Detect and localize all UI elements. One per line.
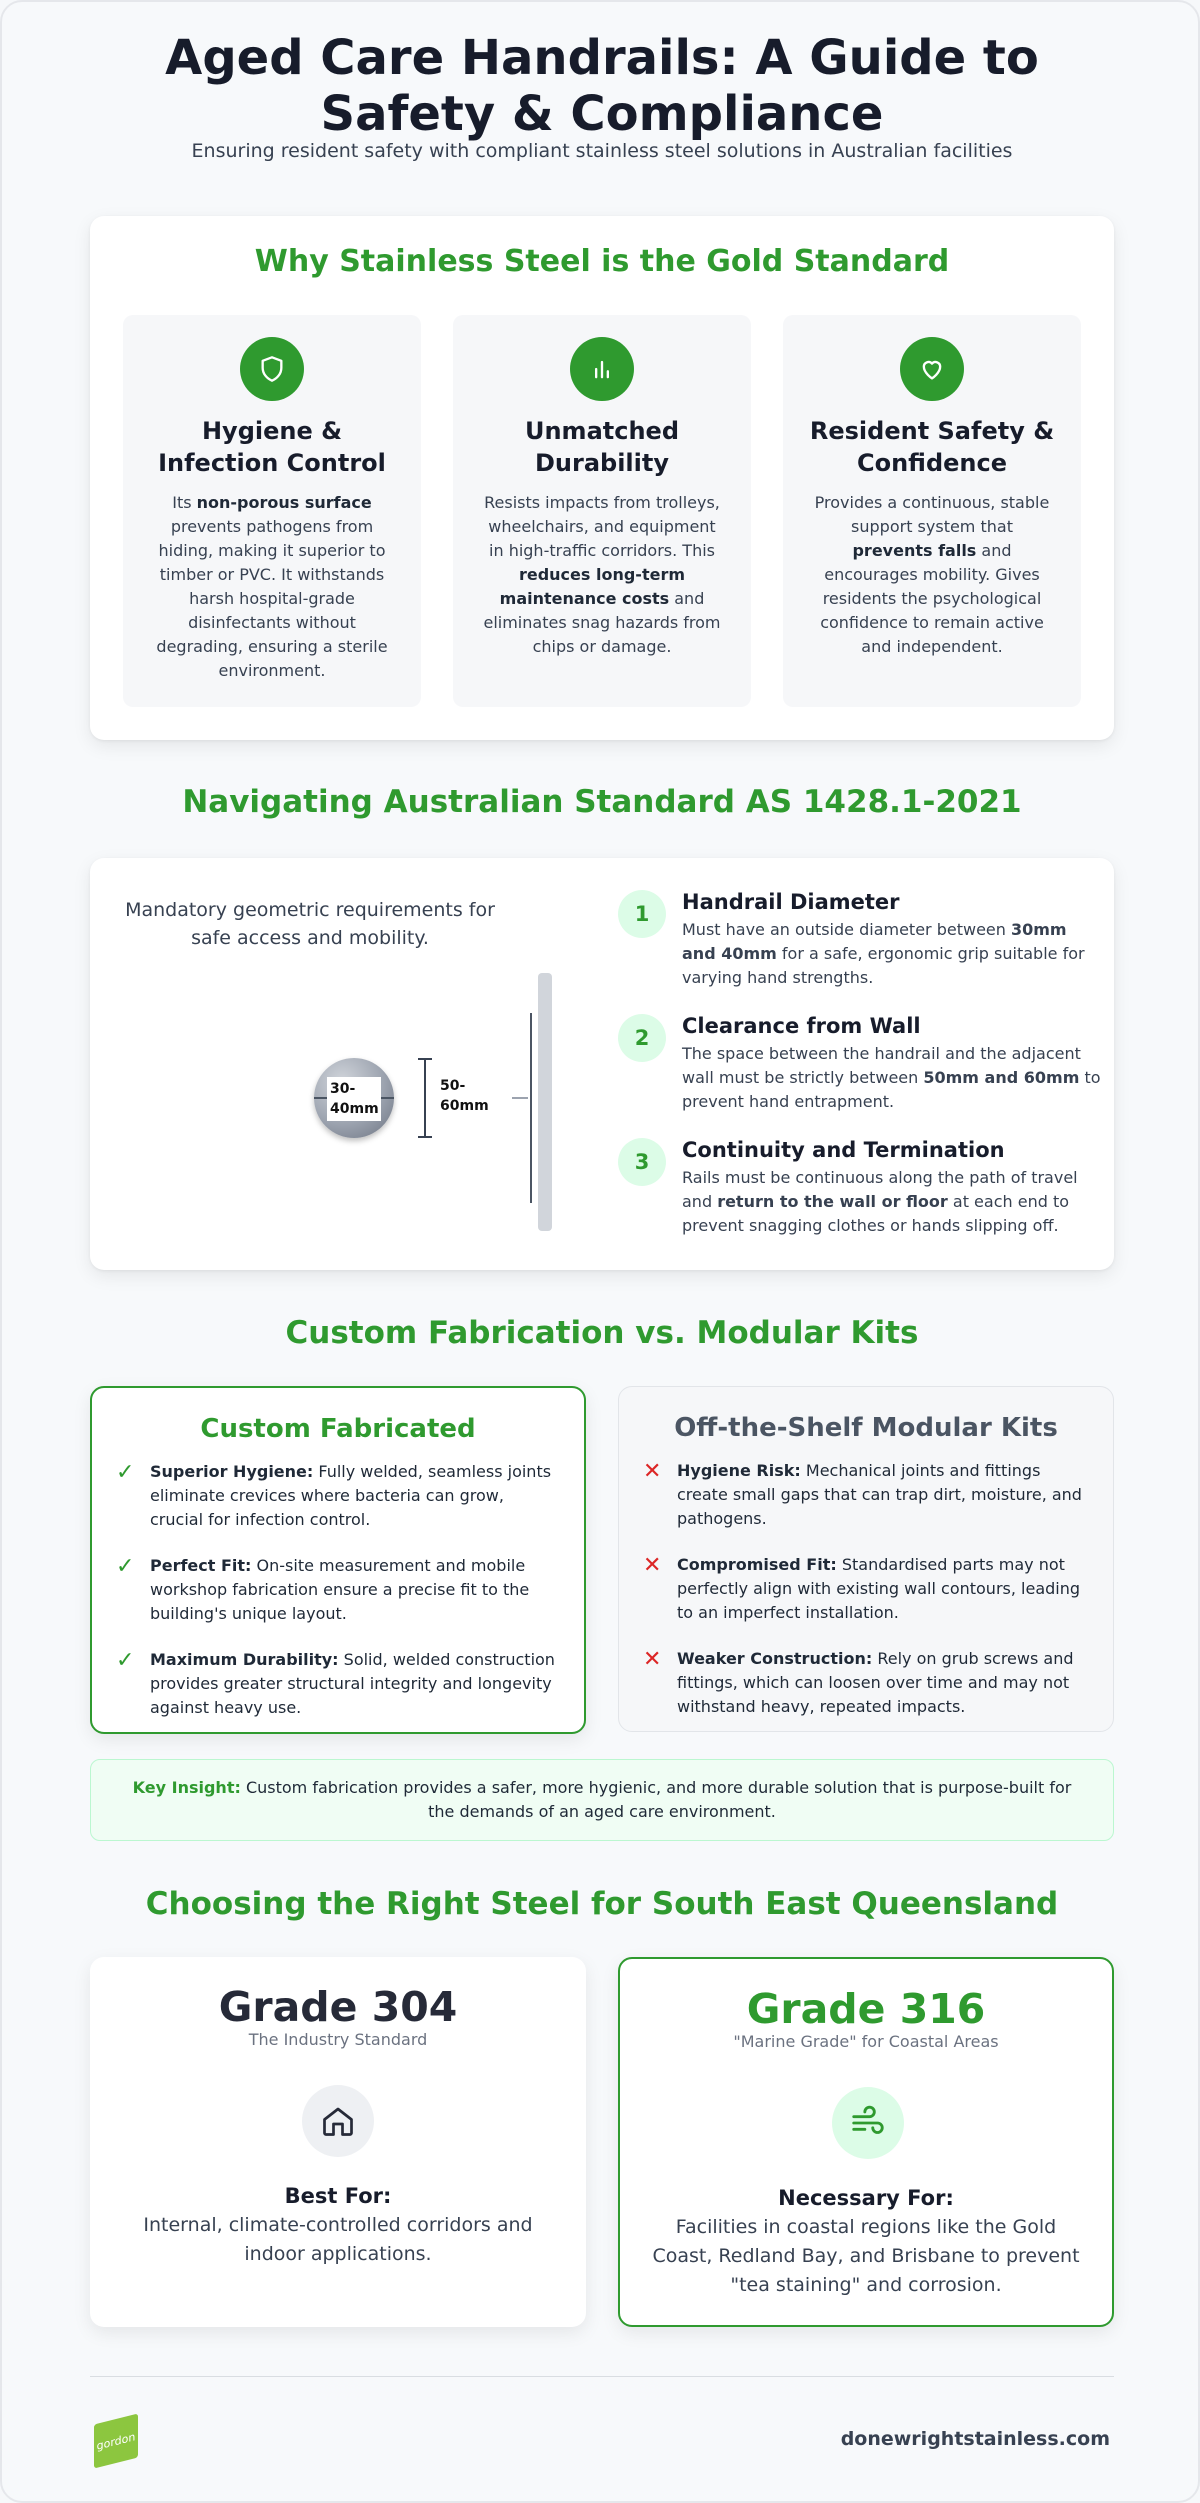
- requirement-text: [682, 918, 1102, 990]
- requirement-text: [682, 1042, 1102, 1114]
- clearance-tick-bottom: [418, 1136, 432, 1138]
- shield-icon: [240, 337, 304, 401]
- text-run: The space between the handrail and the adjacent wall must be strictly between: [682, 1044, 1081, 1087]
- text-run: and eliminates snag hazards from chips or damage.: [483, 589, 721, 656]
- standard-card: [90, 858, 1114, 1270]
- point-text: Standardised parts may not perfectly align with existing wall contours, leading to an imperfect installation.: [677, 1555, 1081, 1622]
- modular-point: [643, 1647, 1089, 1719]
- page-title-line-2: Safety & Compliance: [320, 86, 884, 142]
- text-run: and encourages mobility. Gives residents the psychological confidence to remain active and independent.: [820, 541, 1044, 656]
- cross-icon: ✕: [643, 1553, 662, 1578]
- check-icon: ✓: [116, 1460, 135, 1485]
- bar-chart-icon: [570, 337, 634, 401]
- feature-title-line: Unmatched: [524, 417, 680, 445]
- custom-fabricated-card: [90, 1386, 586, 1734]
- text-run: Rails must be continuous along the path of travel and: [682, 1168, 1078, 1211]
- requirement-number-badge: 3: [618, 1138, 666, 1186]
- feature-resident-safety: [783, 315, 1081, 707]
- text-run: Must have an outside diameter between: [682, 920, 1011, 939]
- text-run: Custom fabrication provides a safer, more hygienic, and more durable solution that is purpose-built for the demands of an aged care environment.: [240, 1778, 1072, 1821]
- home-icon: [302, 2085, 374, 2157]
- key-insight-text: [131, 1776, 1073, 1824]
- grade-usage-label: Necessary For:: [778, 2186, 954, 2210]
- custom-point: [116, 1554, 560, 1626]
- page-title: [2, 30, 1200, 142]
- grade-usage-text: Internal, climate-controlled corridors and indoor applications.: [143, 2214, 533, 2265]
- point-label: Weaker Construction:: [677, 1649, 873, 1668]
- text-bold: reduces long-term maintenance costs: [499, 565, 686, 608]
- requirement-title: Handrail Diameter: [682, 890, 900, 914]
- modular-kits-card: [618, 1386, 1114, 1732]
- diameter-label-line: 40mm: [330, 1101, 379, 1117]
- why-stainless-card: [90, 216, 1114, 740]
- steel-section-title: Choosing the Right Steel for South East Queensland: [145, 1886, 1059, 1922]
- company-logo[interactable]: [94, 2414, 138, 2469]
- grade-316-card: [618, 1957, 1114, 2327]
- text-bold: non-porous surface: [196, 493, 372, 512]
- point-text: On-site measurement and mobile workshop fabrication ensure a precise fit to the building's unique layout.: [150, 1556, 530, 1623]
- point-label: Hygiene Risk:: [677, 1461, 801, 1480]
- text-bold: 50mm and 60mm: [923, 1068, 1080, 1087]
- point-label: Compromised Fit:: [677, 1555, 837, 1574]
- wall-line: [530, 1013, 532, 1203]
- text-run: Its: [172, 493, 197, 512]
- feature-hygiene: [123, 315, 421, 707]
- feature-title: [793, 415, 1071, 479]
- requirement-title: Clearance from Wall: [682, 1014, 921, 1038]
- feature-title-line: Infection Control: [158, 449, 386, 477]
- clearance-label: [440, 1076, 489, 1116]
- text-run: to prevent hand entrapment.: [682, 1068, 1101, 1111]
- text-run: at each end to prevent snagging clothes or hands slipping off.: [682, 1192, 1070, 1235]
- feature-title-line: Confidence: [856, 449, 1008, 477]
- feature-description: [811, 491, 1053, 659]
- feature-title-line: Durability: [534, 449, 669, 477]
- custom-point: [116, 1648, 560, 1720]
- why-section-title: Why Stainless Steel is the Gold Standard: [254, 244, 950, 279]
- standard-section-title: Navigating Australian Standard AS 1428.1-2021: [182, 784, 1022, 820]
- check-icon: ✓: [116, 1648, 135, 1673]
- requirement-title: Continuity and Termination: [682, 1138, 1005, 1162]
- wall-surface: [538, 973, 552, 1231]
- grade-title: Grade 316: [746, 1985, 986, 2033]
- logo-text: gordon: [96, 2429, 136, 2453]
- key-insight-label: Key Insight:: [132, 1778, 241, 1797]
- grade-subtitle: The Industry Standard: [248, 2030, 428, 2049]
- clearance-label-line: 60mm: [440, 1098, 489, 1114]
- diameter-label-line: 30-: [330, 1081, 356, 1097]
- point-text: Fully welded, seamless joints eliminate crevices where bacteria can grow, crucial for infection control.: [150, 1462, 552, 1529]
- page-subtitle: Ensuring resident safety with compliant stainless steel solutions in Australian facilities: [191, 140, 1013, 162]
- check-icon: ✓: [116, 1554, 135, 1579]
- text-bold: 30mm and 40mm: [682, 920, 1067, 963]
- grade-subtitle: "Marine Grade" for Coastal Areas: [733, 2032, 999, 2051]
- requirement-text: [682, 1166, 1102, 1238]
- grade-usage-label: Best For:: [284, 2184, 392, 2208]
- grade-usage-text: Facilities in coastal regions like the Gold Coast, Redland Bay, and Brisbane to prevent "tea staining" and corrosion.: [652, 2216, 1080, 2296]
- feature-durability: [453, 315, 751, 707]
- text-bold: return to the wall or floor: [717, 1192, 948, 1211]
- cross-icon: ✕: [643, 1459, 662, 1484]
- clearance-tick-top: [418, 1058, 432, 1060]
- modular-point: [643, 1459, 1089, 1531]
- handrail-diagram: [290, 973, 550, 1233]
- point-label: Superior Hygiene:: [150, 1462, 314, 1481]
- website-link[interactable]: donewrightstainless.com: [840, 2428, 1110, 2450]
- wind-icon: [832, 2087, 904, 2159]
- text-bold: prevents falls: [852, 541, 977, 560]
- bracket-arm: [512, 1097, 528, 1099]
- grade-304-card: [90, 1957, 586, 2327]
- feature-title: [463, 415, 741, 479]
- modular-point: [643, 1553, 1089, 1625]
- text-run: prevents pathogens from hiding, making it superior to timber or PVC. It withstands harsh hospital-grade disinfectants without degrading, ensuring a sterile environment.: [156, 517, 388, 680]
- text-run: for a safe, ergonomic grip suitable for varying hand strengths.: [682, 944, 1085, 987]
- custom-point: [116, 1460, 560, 1532]
- compare-section-title: Custom Fabrication vs. Modular Kits: [285, 1315, 919, 1351]
- point-text: Mechanical joints and fittings create small gaps that can trap dirt, moisture, and pathogens.: [677, 1461, 1082, 1528]
- key-insight-banner: [90, 1759, 1114, 1841]
- page-title-line-1: Aged Care Handrails: A Guide to: [165, 30, 1039, 86]
- footer-divider: [90, 2376, 1114, 2377]
- feature-description: [481, 491, 723, 659]
- requirement-clearance: [682, 1014, 1102, 1114]
- point-text: Rely on grub screws and fittings, which can loosen over time and may not withstand heavy, repeated impacts.: [677, 1649, 1074, 1716]
- point-label: Perfect Fit:: [150, 1556, 252, 1575]
- point-text: Solid, welded construction provides greater structural integrity and longevity against heavy use.: [150, 1650, 555, 1717]
- point-label: Maximum Durability:: [150, 1650, 339, 1669]
- grade-title: Grade 304: [218, 1983, 458, 2031]
- feature-title-line: Hygiene &: [201, 417, 343, 445]
- heart-icon: [900, 337, 964, 401]
- requirement-number-badge: 2: [618, 1014, 666, 1062]
- text-run: Provides a continuous, stable support system that: [814, 493, 1050, 536]
- custom-card-title: Custom Fabricated: [200, 1414, 476, 1444]
- clearance-measure-line: [424, 1058, 426, 1138]
- text-run: Resists impacts from trolleys, wheelchairs, and equipment in high-traffic corridors. This: [484, 493, 720, 560]
- requirement-diameter: [682, 890, 1102, 990]
- requirement-number-badge: 1: [618, 890, 666, 938]
- feature-title-line: Resident Safety &: [809, 417, 1055, 445]
- cross-icon: ✕: [643, 1647, 662, 1672]
- diameter-label: [327, 1077, 381, 1121]
- clearance-label-line: 50-: [440, 1078, 466, 1094]
- modular-card-title: Off-the-Shelf Modular Kits: [674, 1413, 1058, 1443]
- feature-title: [133, 415, 411, 479]
- feature-description: [151, 491, 393, 683]
- requirement-continuity: [682, 1138, 1102, 1238]
- standard-intro: Mandatory geometric requirements for safe access and mobility.: [125, 899, 495, 949]
